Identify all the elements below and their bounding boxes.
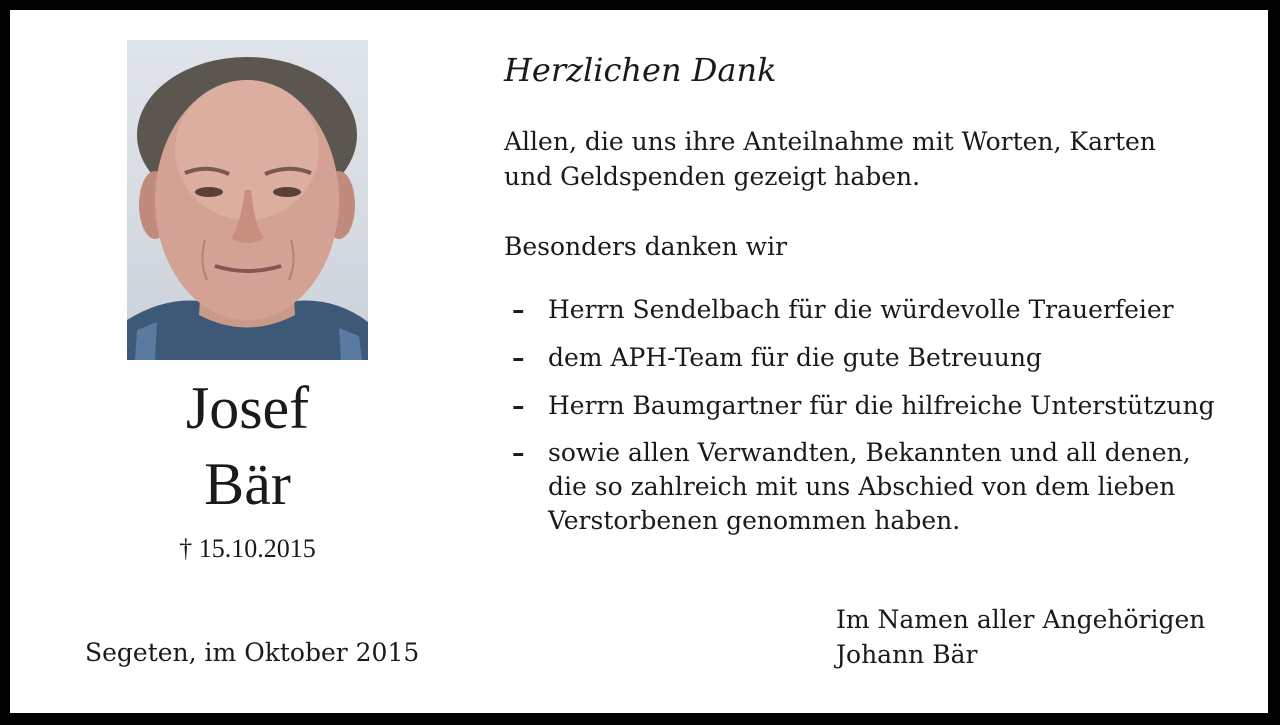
- intro-line: Allen, die uns ihre Anteilnahme mit Worten, Karten: [504, 127, 1156, 156]
- dash-bullet: –: [512, 391, 525, 420]
- deceased-first-name: Josef: [185, 375, 310, 441]
- signature-line-1: Im Namen aller Angehörigen: [836, 605, 1206, 634]
- intro-paragraph: [504, 124, 1156, 194]
- thanks-heading: Herzlichen Dank: [504, 51, 777, 89]
- dash-bullet: –: [512, 438, 525, 467]
- deceased-last-name: Bär: [204, 451, 291, 517]
- list-item: [504, 340, 1215, 375]
- list-item-line: die so zahlreich mit uns Abschied von dem lieben: [548, 472, 1176, 501]
- list-item: [504, 388, 1215, 423]
- list-item-line: Herrn Baumgartner für die hilfreiche Unterstützung: [548, 391, 1215, 420]
- list-item-line: Herrn Sendelbach für die würdevolle Trauerfeier: [548, 295, 1174, 324]
- special-thanks-lead: Besonders danken wir: [504, 232, 788, 261]
- list-item-line: sowie allen Verwandten, Bekannten und all denen,: [548, 438, 1191, 467]
- list-item: [504, 292, 1215, 327]
- portrait-illustration: [127, 40, 368, 360]
- intro-line: und Geldspenden gezeigt haben.: [504, 162, 921, 191]
- portrait-photo: [127, 40, 368, 360]
- dash-bullet: –: [512, 295, 525, 324]
- death-date: † 15.10.2015: [179, 534, 316, 563]
- signature-name: Johann Bär: [836, 640, 978, 669]
- signature-block: [836, 602, 1205, 672]
- list-item: [504, 436, 1215, 538]
- thanks-list: [504, 292, 1215, 551]
- list-item-line: Verstorbenen genommen haben.: [548, 506, 961, 535]
- dash-bullet: –: [512, 343, 525, 372]
- list-item-line: dem APH-Team für die gute Betreuung: [548, 343, 1042, 372]
- place-and-date: Segeten, im Oktober 2015: [85, 638, 420, 667]
